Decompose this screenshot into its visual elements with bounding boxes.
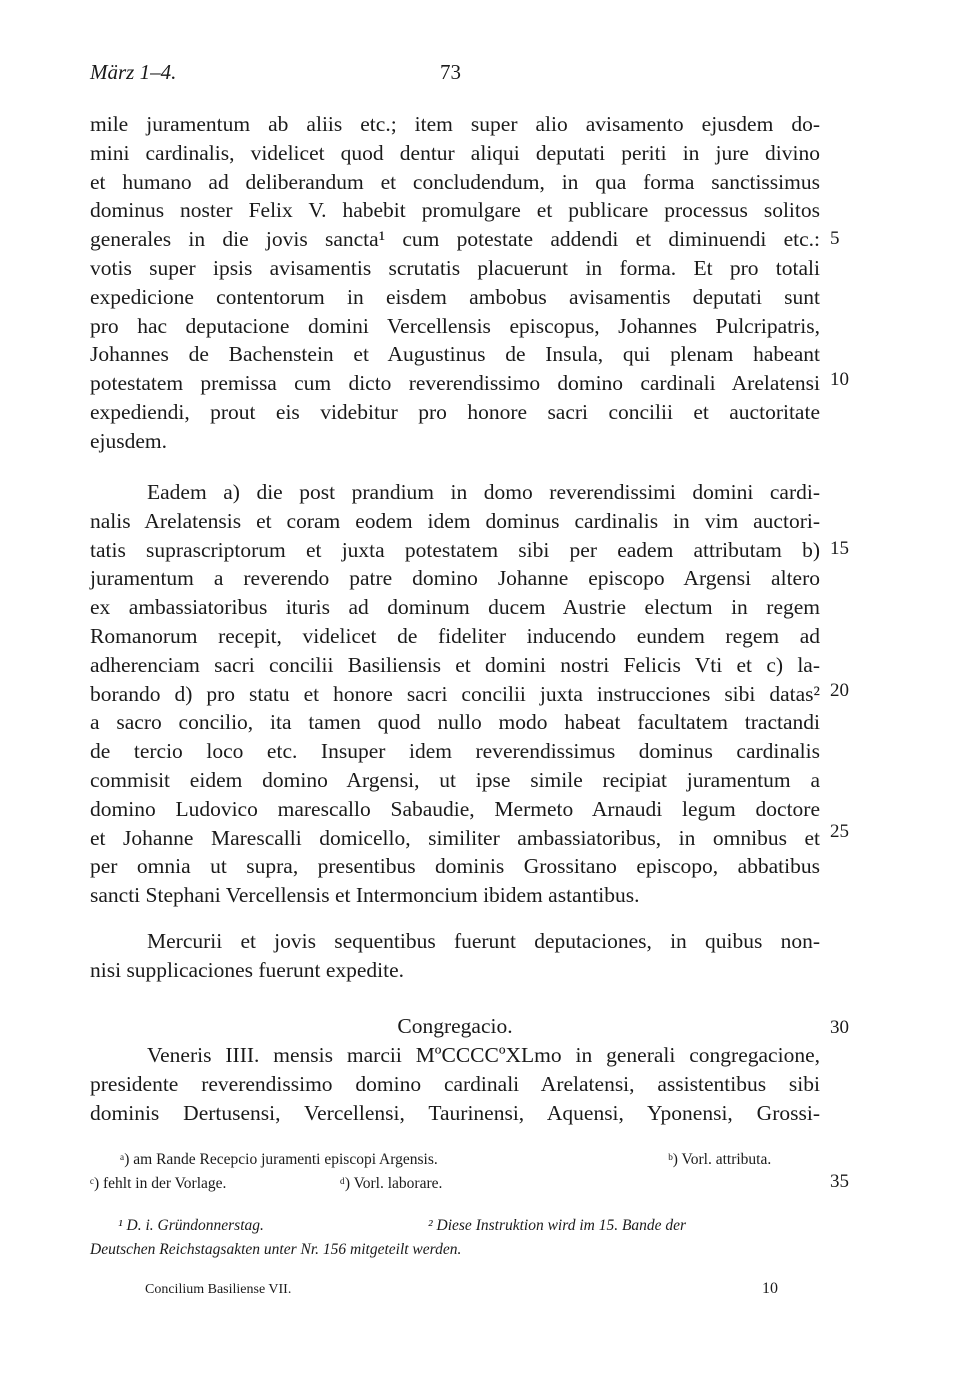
text-line: ex ambassiatoribus ituris ad dominum ducem Austrie electum in regem	[90, 595, 820, 620]
text-line: Eadem a) die post prandium in domo reverendissimi domini cardi-	[147, 480, 820, 504]
text-line: borando d) pro statu et honore sacri concilii juxta instrucciones sibi datas²	[90, 681, 820, 706]
text-line: Romanorum recepit, videlicet de fideliter inducendo eundem regem ad	[90, 623, 820, 648]
margin-line-number: 25	[830, 821, 849, 842]
paragraph-4	[90, 1041, 820, 1127]
footnote-a: ᵃ) am Rande Recepcio juramenti episcopi Argensis.	[120, 1151, 438, 1168]
signature-mark: 10	[762, 1280, 778, 1297]
paragraph-2	[90, 478, 820, 910]
text-line: a sacro concilio, ita tamen quod nullo modo habeat facultatem tractandi	[90, 710, 820, 735]
text-line: sancti Stephani Vercellensis et Intermoncium ibidem astantibus.	[90, 883, 640, 908]
text-line: Mercurii et jovis sequentibus fuerunt deputaciones, in quibus non-	[147, 929, 820, 953]
text-line: per omnia ut supra, presentibus dominis Grossitano episcopo, abbatibus	[90, 854, 820, 879]
text-line: tatis suprascriptorum et juxta potestatem sibi per eadem attributam b)	[90, 537, 820, 562]
commentary-notes	[90, 1214, 820, 1262]
margin-line-number: 30	[830, 1017, 849, 1038]
margin-line-number: 5	[830, 228, 840, 249]
footnote-2: ² Diese Instruktion wird im 15. Bande der	[428, 1217, 687, 1234]
text-line: Johannes de Bachenstein et Augustinus de Insula, qui plenam habeant	[90, 342, 820, 367]
text-line: votis super ipsis avisamentis scrutatis placuerunt in forma. Et pro totali	[90, 255, 820, 280]
margin-line-number: 20	[830, 680, 849, 701]
text-line: ejusdem.	[90, 428, 168, 453]
text-line: dominis Dertusensi, Vercellensi, Taurinensi, Aquensi, Yponensi, Grossi-	[90, 1100, 820, 1125]
text-line: generales in die jovis sancta¹ cum potestate addendi et diminuendi etc.:	[90, 227, 820, 252]
footnote-d: ᵈ) Vorl. laborare.	[340, 1175, 443, 1192]
text-line: potestatem premissa cum dicto reverendissimo domino cardinali Arelatensi	[90, 371, 820, 396]
text-line: juramentum a reverendo patre domino Johanne episcopo Argensi altero	[90, 566, 820, 591]
paragraph-3	[90, 927, 820, 985]
text-line: de tercio loco etc. Insuper idem reverendissimus dominus cardinalis	[90, 739, 820, 764]
footnote-2-continued: Deutschen Reichstagsakten unter Nr. 156 mitgeteilt werden.	[90, 1241, 462, 1258]
text-line: et Johanne Marescalli domicello, similiter ambassiatoribus, in omnibus et	[90, 825, 820, 850]
text-line: mini cardinalis, videlicet quod dentur aliqui deputati periti in jure divino	[90, 140, 820, 165]
text-line: mile juramentum ab aliis etc.; item super alio avisamento ejusdem do-	[90, 112, 820, 136]
paragraph-1	[90, 110, 820, 456]
margin-line-number: 10	[830, 369, 849, 390]
text-line: nalis Arelatensis et coram eodem idem dominus cardinalis in vim auctori-	[90, 508, 820, 533]
text-line: expediendi, prout eis videbitur pro honore sacri concilii et auctoritate	[90, 399, 820, 424]
apparatus-notes	[90, 1148, 820, 1196]
text-line: expedicione contentorum in eisdem ambobus avisamentis deputati sunt	[90, 284, 820, 309]
text-line: pro hac deputacione domini Vercellensis episcopus, Johannes Pulcripatris,	[90, 313, 820, 338]
text-line: Veneris IIII. mensis marcii MºCCCCºXLmo in generali congregacione,	[147, 1043, 820, 1067]
footnote-c: ᶜ) fehlt in der Vorlage.	[90, 1175, 227, 1192]
section-heading-block	[90, 1012, 820, 1041]
text-line: presidente reverendissimo domino cardinali Arelatensi, assistentibus sibi	[90, 1071, 820, 1096]
margin-line-number: 35	[830, 1171, 849, 1192]
text-line: dominus noster Felix V. habebit promulgare et publicare processus solitos	[90, 198, 820, 223]
text-line: adherenciam sacri concilii Basiliensis et domini nostri Felicis Vti et c) la-	[90, 652, 820, 677]
text-line: et humano ad deliberandum et concludendum, in qua forma sanctissimus	[90, 169, 820, 194]
footnote-b: ᵇ) Vorl. attributa.	[668, 1151, 772, 1168]
text-line: nisi supplicaciones fuerunt expedite.	[90, 957, 405, 982]
text-line: domino Ludovico marescallo Sabaudie, Mermeto Arnaudi legum doctore	[90, 796, 820, 821]
running-header-date: März 1–4.	[90, 60, 177, 84]
text-line: commisit eidem domino Argensi, ut ipse simile recipiat juramentum a	[90, 767, 820, 792]
page-number: 73	[440, 60, 461, 84]
footer-title: Concilium Basiliense VII.	[145, 1282, 292, 1297]
section-heading: Congregacio.	[397, 1014, 513, 1038]
footnote-1: ¹ D. i. Gründonnerstag.	[118, 1217, 264, 1234]
margin-line-number: 15	[830, 538, 849, 559]
